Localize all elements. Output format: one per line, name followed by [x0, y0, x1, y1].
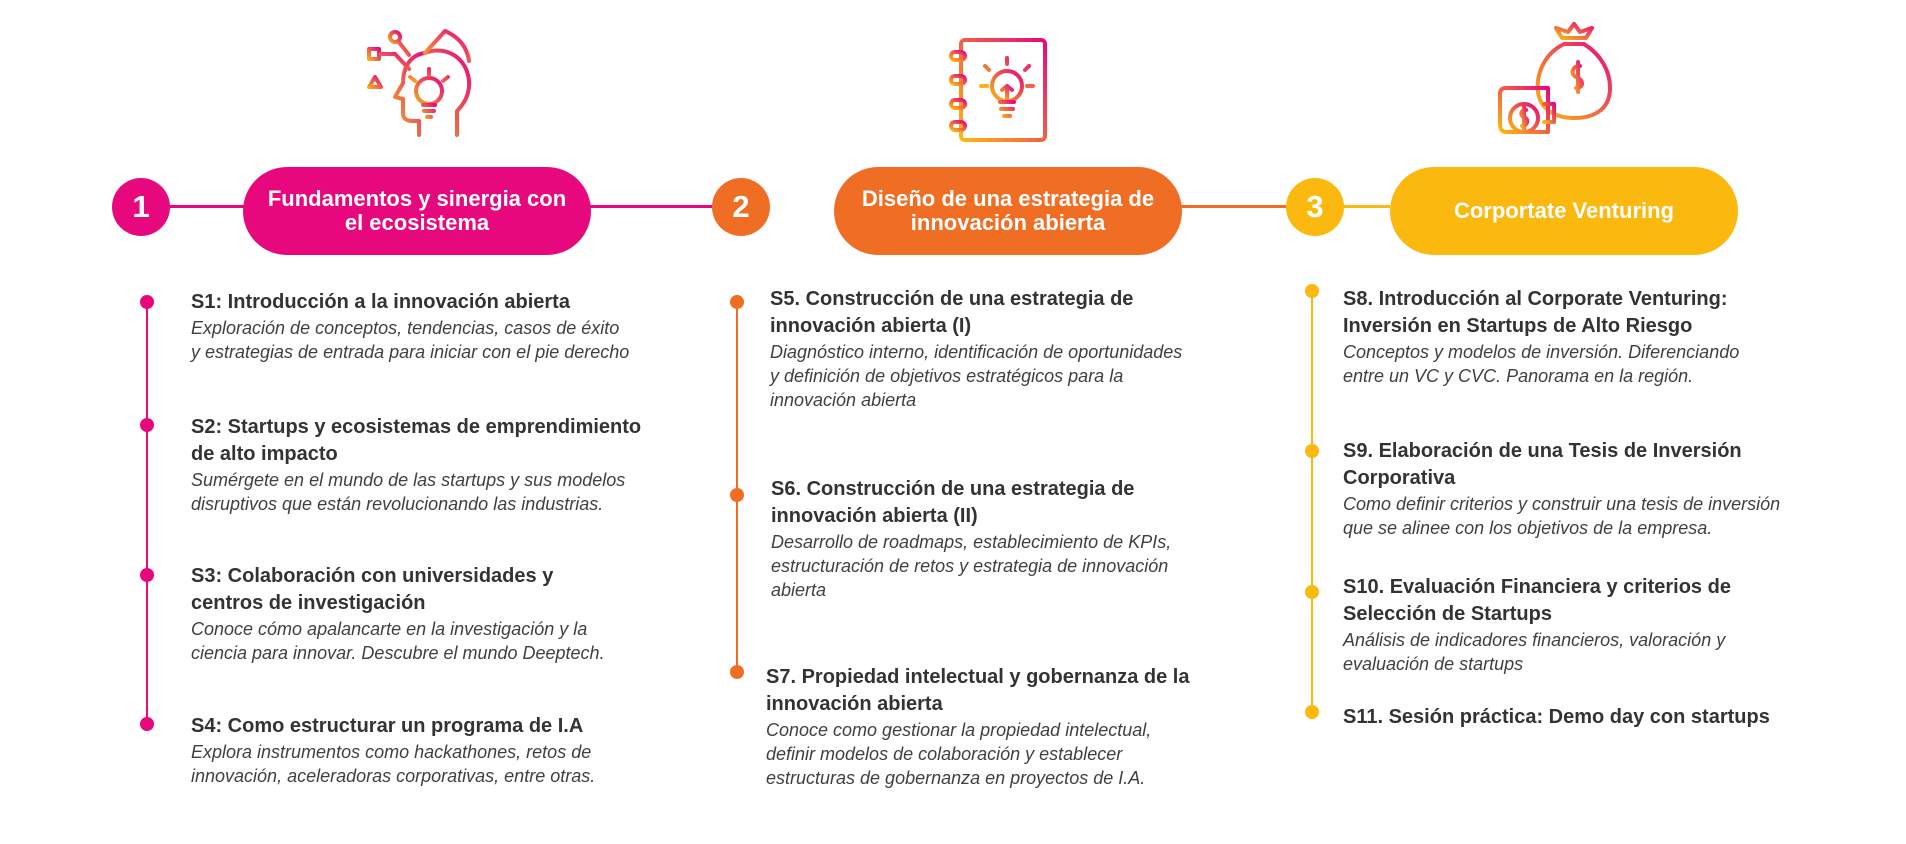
session-description: Como definir criterios y construir una tesis de inversión que se alinee con los objetivos de la empresa. — [1343, 494, 1781, 538]
session-s11 — [1343, 704, 1770, 731]
session-s5 — [770, 286, 1182, 412]
session-s1 — [191, 289, 629, 364]
timeline-dot — [730, 488, 744, 502]
session-description: Exploración de conceptos, tendencias, casos de éxito y estrategias de entrada para iniciar con el pie derecho — [191, 318, 630, 362]
session-title: S10. Evaluación Financiera y criterios de Selección de Startups — [1343, 576, 1731, 625]
phase-2-number: 2 — [712, 178, 770, 236]
session-title: S9. Elaboración de una Tesis de Inversión Corporativa — [1343, 440, 1742, 489]
phase-1-title: Fundamentos y sinergia con el ecosistema — [243, 167, 591, 255]
timeline-dot — [730, 295, 744, 309]
timeline-dot — [1305, 585, 1319, 599]
timeline-line — [146, 300, 148, 724]
session-title: S6. Construcción de una estrategia de innovación abierta (II) — [771, 478, 1135, 527]
session-description: Análisis de indicadores financieros, valoración y evaluación de startups — [1343, 630, 1726, 674]
timeline-dot — [140, 295, 154, 309]
session-s9 — [1343, 438, 1780, 540]
timeline-dot — [730, 665, 744, 679]
timeline-dot — [140, 568, 154, 582]
session-title: S11. Sesión práctica: Demo day con startups — [1343, 706, 1770, 728]
phase-3-number: 3 — [1286, 178, 1344, 236]
session-title: S4: Como estructurar un programa de I.A — [191, 715, 584, 737]
session-description: Conoce como gestionar la propiedad intelectual, definir modelos de colaboración y establecer estructuras de gobernanza en proyectos de I.A. — [766, 720, 1152, 788]
session-title: S1: Introducción a la innovación abierta — [191, 291, 570, 313]
timeline-dot — [1305, 705, 1319, 719]
timeline-line — [1311, 290, 1313, 710]
phase-3-title: Corportate Venturing — [1390, 167, 1738, 255]
session-s3 — [191, 563, 605, 665]
money-bag-icon — [1496, 22, 1616, 142]
notebook-lightbulb-icon — [945, 32, 1065, 152]
session-description: Conoce cómo apalancarte en la investigación y la ciencia para innovar. Descubre el mundo Deeptech. — [191, 619, 605, 663]
session-title: S5. Construcción de una estrategia de innovación abierta (I) — [770, 288, 1134, 337]
session-description: Desarrollo de roadmaps, establecimiento de KPIs, estructuración de retos y estrategia de innovación abierta — [771, 532, 1172, 600]
session-title: S3: Colaboración con universidades y centros de investigación — [191, 565, 554, 614]
session-s6 — [771, 476, 1171, 602]
timeline-dot — [140, 418, 154, 432]
session-description: Explora instrumentos como hackathones, retos de innovación, aceleradoras corporativas, entre otras. — [191, 742, 596, 786]
connector-line — [1340, 205, 1390, 208]
session-s10 — [1343, 574, 1731, 676]
timeline-dot — [1305, 284, 1319, 298]
phase-1-number: 1 — [112, 178, 170, 236]
session-s2 — [191, 414, 641, 516]
session-description: Conceptos y modelos de inversión. Diferenciando entre un VC y CVC. Panorama en la región. — [1343, 342, 1740, 386]
timeline-line — [736, 300, 738, 672]
session-title: S7. Propiedad intelectual y gobernanza de la innovación abierta — [766, 666, 1190, 715]
phase-2-title: Diseño de una estrategia de innovación abierta — [834, 167, 1182, 255]
head-lightbulb-icon — [365, 25, 485, 145]
session-s4 — [191, 713, 595, 788]
session-title: S2: Startups y ecosistemas de emprendimiento de alto impacto — [191, 416, 642, 465]
session-s8 — [1343, 286, 1739, 388]
session-s7 — [766, 664, 1189, 790]
timeline-dot — [1305, 444, 1319, 458]
session-description: Sumérgete en el mundo de las startups y sus modelos disruptivos que están revolucionando las industrias. — [191, 470, 626, 514]
session-title: S8. Introducción al Corporate Venturing: Inversión en Startups de Alto Riesgo — [1343, 288, 1728, 337]
session-description: Diagnóstico interno, identificación de oportunidades y definición de objetivos estratégicos para la innovación abierta — [770, 342, 1183, 410]
timeline-dot — [140, 717, 154, 731]
